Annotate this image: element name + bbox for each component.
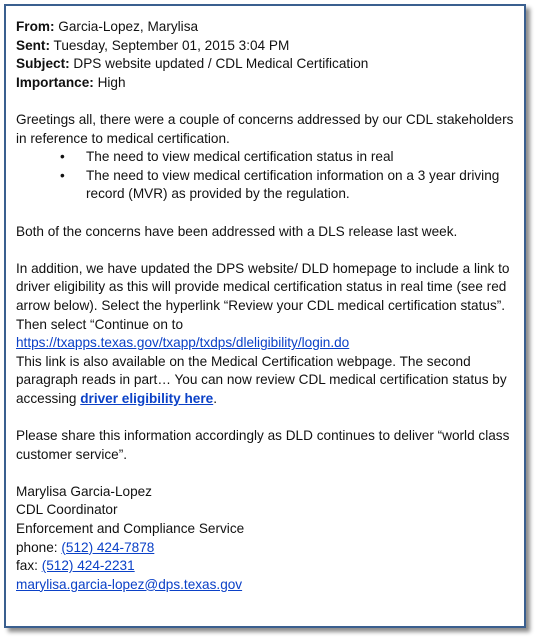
subject-label: Subject: [16, 56, 70, 72]
from-line [16, 18, 521, 37]
email-content [16, 18, 521, 594]
email-link[interactable]: marylisa.garcia-lopez@dps.texas.gov [16, 576, 243, 592]
list-item [16, 167, 521, 204]
list-item-text: The need to view medical certification status in real [86, 149, 394, 165]
sent-value: Tuesday, September 01, 2015 3:04 PM [53, 37, 290, 53]
signature-phone [16, 539, 521, 558]
sent-line [16, 37, 521, 56]
signature-email [16, 576, 521, 595]
subject-value: DPS website updated / CDL Medical Certification [73, 56, 369, 72]
webpage-text-end: . [213, 390, 217, 406]
webpage-text: This link is also available on the Medical Certification webpage. The second paragraph reads in part… You can now review CDL medical certification status by accessing [16, 353, 507, 406]
update-paragraph [16, 260, 521, 353]
signature-dept: Enforcement and Compliance Service [16, 521, 245, 537]
signature-title: CDL Coordinator [16, 502, 118, 518]
phone-label: phone: [16, 539, 62, 555]
eligibility-login-link[interactable]: https://txapps.texas.gov/txapp/txdps/dleligibility/login.do [16, 335, 350, 351]
driver-eligibility-link[interactable]: driver eligibility here [80, 390, 214, 406]
from-label: From: [16, 19, 55, 34]
signature-name: Marylisa Garcia-Lopez [16, 483, 152, 499]
fax-link[interactable]: (512) 424-2231 [41, 558, 135, 574]
bullet-icon: • [60, 167, 65, 183]
webpage-paragraph [16, 353, 521, 409]
importance-line [16, 74, 521, 93]
email-frame [4, 4, 526, 628]
signature-fax [16, 557, 521, 576]
subject-line [16, 55, 521, 74]
share-paragraph: Please share this information accordingly as DLD continues to deliver “world class customer service”. [16, 428, 510, 462]
concern-list [16, 148, 521, 204]
update-text: In addition, we have updated the DPS website/ DLD homepage to include a link to driver eligibility as this will provide medical certification status in real time (see red arrow below). Select the hyperlink “Review your CDL medical certification status”. Then select “Continue on to [16, 260, 510, 332]
bullet-icon: • [60, 149, 65, 165]
concerns-addressed-paragraph: Both of the concerns have been addressed with a DLS release last week. [16, 223, 458, 239]
from-value: Garcia-Lopez, Marylisa [58, 19, 199, 34]
importance-value: High [97, 74, 126, 90]
importance-label: Importance: [16, 74, 94, 90]
sent-label: Sent: [16, 37, 50, 53]
list-item-text: The need to view medical certification information on a 3 year driving record (MVR) as provided by the regulation. [86, 167, 500, 202]
fax-label: fax: [16, 558, 42, 574]
intro-paragraph: Greetings all, there were a couple of concerns addressed by our CDL stakeholders in reference to medical certification. [16, 111, 514, 146]
list-item [16, 148, 521, 167]
phone-link[interactable]: (512) 424-7878 [61, 539, 155, 555]
